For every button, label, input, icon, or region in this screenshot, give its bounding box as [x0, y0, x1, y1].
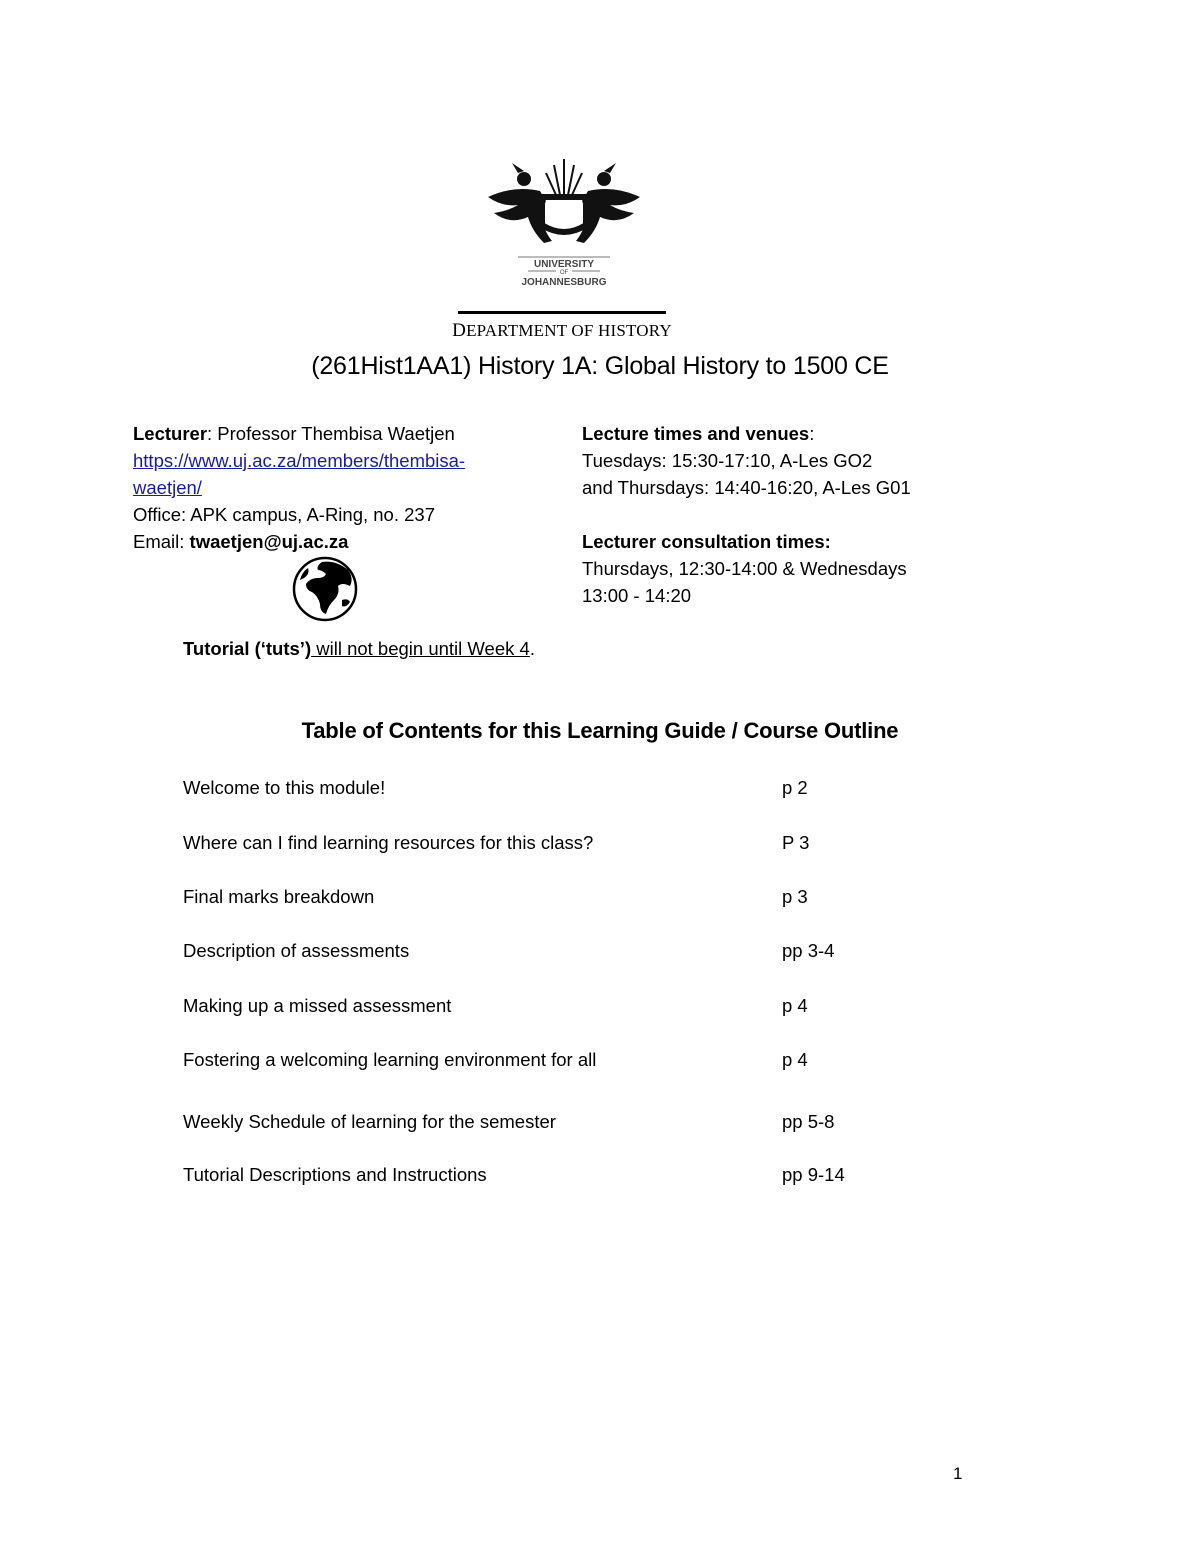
tutorial-label: Tutorial (‘tuts’): [183, 638, 312, 659]
toc-item: Fostering a welcoming learning environment for all p 4: [183, 1049, 808, 1070]
consultation-heading: Lecturer consultation times:: [582, 531, 831, 552]
email-label: Email:: [133, 531, 190, 552]
department-title: DEPARTMENT OF HISTORY: [452, 320, 672, 341]
page-number: 1: [953, 1464, 963, 1483]
schedule-info: [582, 420, 1002, 609]
course-title: (261Hist1AA1) History 1A: Global History to 1500 CE: [311, 352, 889, 380]
toc-item: Making up a missed assessment p 4: [183, 995, 808, 1016]
university-logo: [484, 155, 644, 290]
lecturer-line: [133, 420, 533, 447]
toc-item: Tutorial Descriptions and Instructions pp 9-14: [183, 1164, 845, 1185]
toc-item: Final marks breakdown p 3: [183, 886, 808, 907]
university-of-johannesburg-crest-icon: [484, 155, 644, 290]
lecturer-url-line1[interactable]: https://www.uj.ac.za/members/thembisa-: [133, 450, 466, 471]
toc-title: Table of Contents for this Learning Guide / Course Outline: [301, 718, 899, 743]
lecture-times-line2: and Thursdays: 14:40-16:20, A-Les G01: [582, 477, 911, 498]
globe-icon: [292, 556, 358, 622]
lecture-times-line1: Tuesdays: 15:30-17:10, A-Les GO2: [582, 450, 873, 471]
lecturer-email: twaetjen@uj.ac.za: [189, 531, 349, 552]
toc-item: Weekly Schedule of learning for the semester pp 5-8: [183, 1111, 835, 1132]
svg-text:JOHANNESBURG: JOHANNESBURG: [521, 277, 607, 288]
toc-item: Where can I find learning resources for this class? P 3: [183, 832, 810, 853]
toc-item: Description of assessments pp 3-4: [183, 940, 835, 961]
lecturer-url-line2[interactable]: waetjen/: [133, 477, 202, 498]
svg-text:OF: OF: [559, 270, 569, 276]
tutorial-note: Tutorial (‘tuts’) will not begin until Week 4.: [183, 638, 535, 659]
consultation-line1: Thursdays, 12:30-14:00 & Wednesdays: [582, 558, 907, 579]
lecturer-info: [133, 420, 533, 555]
lecturer-name: : Professor Thembisa Waetjen: [207, 423, 455, 444]
lecturer-office: Office: APK campus, A-Ring, no. 237: [133, 504, 435, 525]
department-rule: [458, 311, 666, 314]
lecturer-label: Lecturer: [133, 423, 208, 444]
lecture-times-heading: Lecture times and venues:: [582, 423, 815, 444]
lecturer-email-line: [133, 528, 533, 555]
toc-item: Welcome to this module! p 2: [183, 777, 808, 798]
svg-text:UNIVERSITY: UNIVERSITY: [533, 259, 595, 270]
consultation-line2: 13:00 - 14:20: [582, 585, 692, 606]
tutorial-text: will not begin until Week 4: [311, 638, 530, 659]
lecturer-profile-link[interactable]: [133, 447, 533, 501]
